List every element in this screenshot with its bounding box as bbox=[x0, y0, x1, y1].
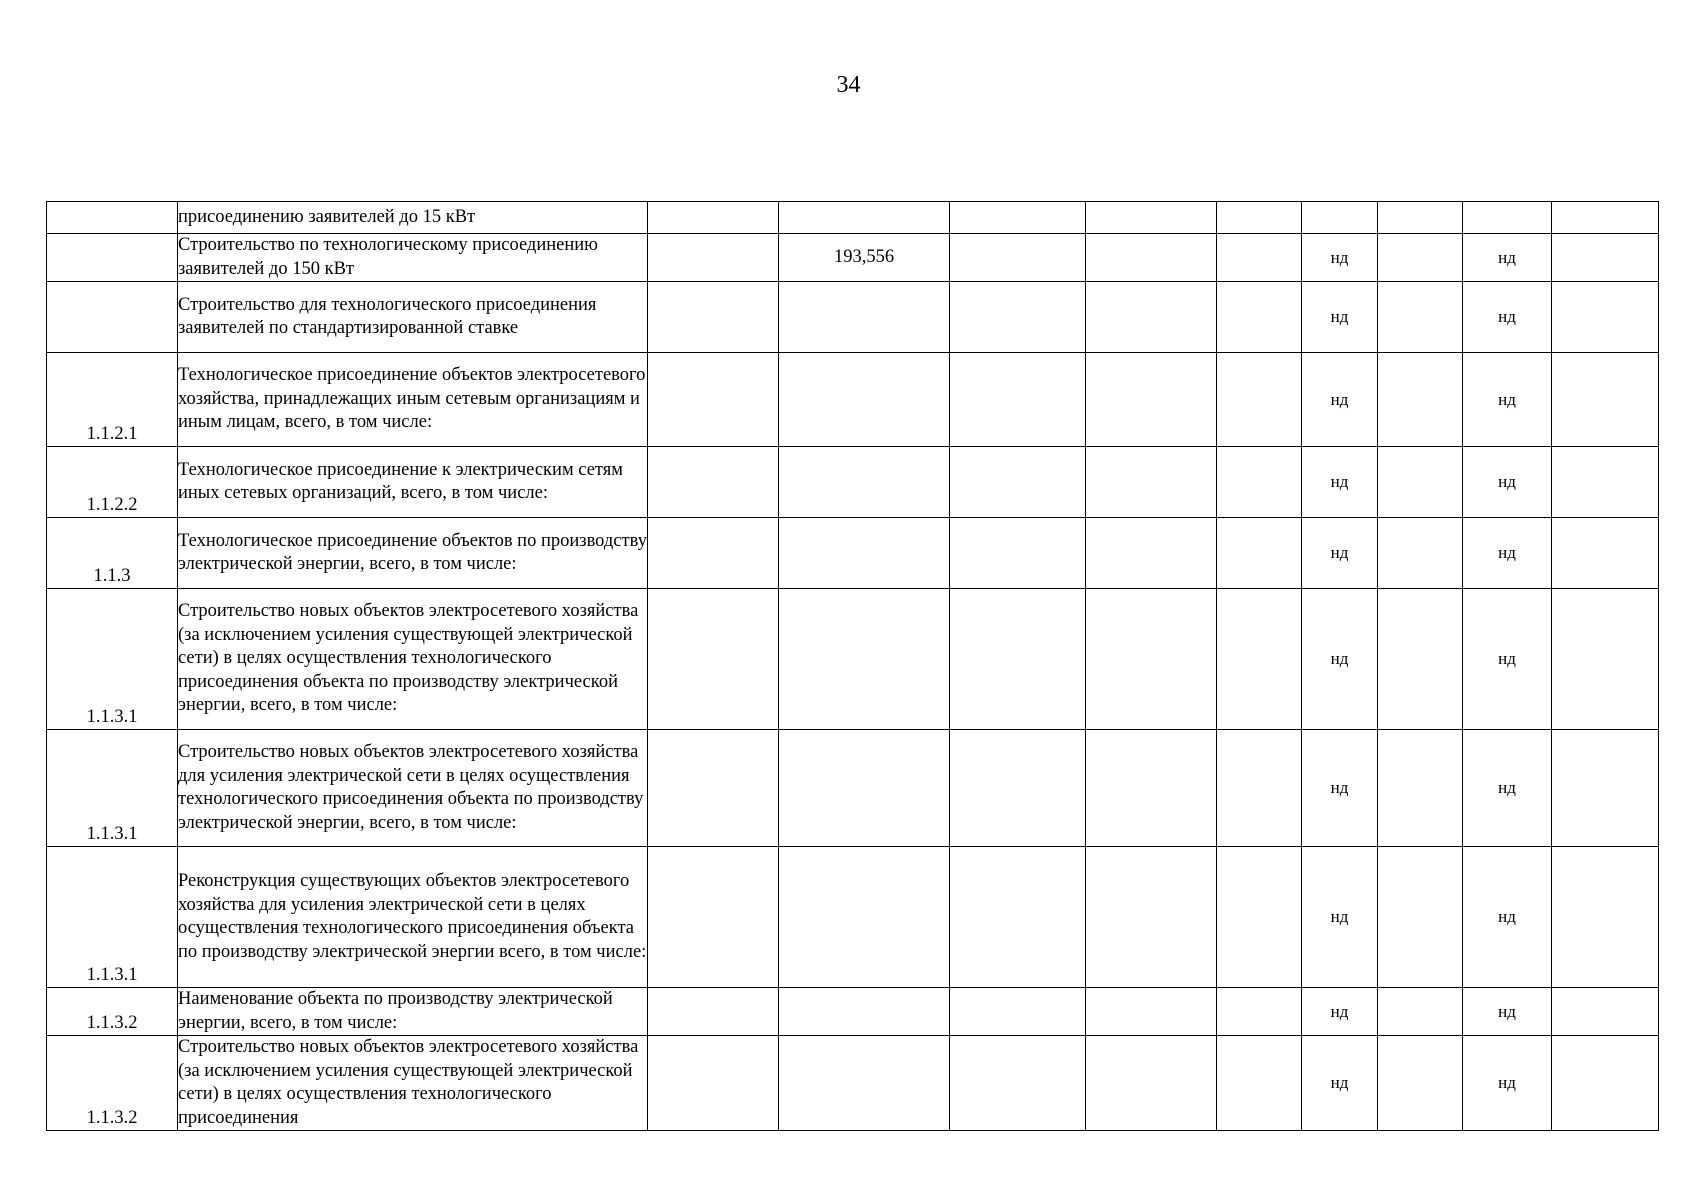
row-nd-2: нд bbox=[1463, 589, 1552, 730]
row-nd-1: нд bbox=[1302, 447, 1378, 518]
investment-table bbox=[46, 201, 1659, 1131]
empty-cell bbox=[950, 589, 1086, 730]
row-nd-1 bbox=[1302, 202, 1378, 234]
empty-cell bbox=[1552, 730, 1659, 847]
row-value bbox=[779, 353, 950, 447]
empty-cell bbox=[1217, 234, 1302, 282]
row-code: 1.1.3.1 bbox=[47, 847, 178, 988]
row-value bbox=[779, 1036, 950, 1131]
row-name: Строительство по технологическому присоединению заявителей до 150 кВт bbox=[178, 234, 648, 282]
row-code: 1.1.3.2 bbox=[47, 988, 178, 1036]
empty-cell bbox=[1378, 353, 1463, 447]
row-code bbox=[47, 282, 178, 353]
row-code: 1.1.2.2 bbox=[47, 447, 178, 518]
row-nd-1: нд bbox=[1302, 988, 1378, 1036]
row-nd-2: нд bbox=[1463, 847, 1552, 988]
empty-cell bbox=[1217, 518, 1302, 589]
empty-cell bbox=[1552, 353, 1659, 447]
empty-cell bbox=[950, 447, 1086, 518]
row-code: 1.1.3.1 bbox=[47, 730, 178, 847]
empty-cell bbox=[648, 1036, 779, 1131]
empty-cell bbox=[1552, 847, 1659, 988]
row-value: 193,556 bbox=[779, 234, 950, 282]
row-name: Наименование объекта по производству электрической энергии, всего, в том числе: bbox=[178, 988, 648, 1036]
empty-cell bbox=[950, 988, 1086, 1036]
row-code bbox=[47, 234, 178, 282]
empty-cell bbox=[950, 234, 1086, 282]
row-nd-2: нд bbox=[1463, 353, 1552, 447]
row-name: Технологическое присоединение объектов электросетевого хозяйства, принадлежащих иным сетевым организациям и иным лицам, всего, в том числе: bbox=[178, 353, 648, 447]
row-value bbox=[779, 589, 950, 730]
row-value bbox=[779, 518, 950, 589]
page-number: 34 bbox=[836, 72, 861, 98]
row-value bbox=[779, 202, 950, 234]
row-name: Технологическое присоединение к электрическим сетям иных сетевых организаций, всего, в том числе: bbox=[178, 447, 648, 518]
empty-cell bbox=[1217, 447, 1302, 518]
empty-cell bbox=[950, 1036, 1086, 1131]
row-name: Строительство новых объектов электросетевого хозяйства для усиления электрической сети в целях осуществления технологического присоединения объекта по производству электрической энергии, всего, в том числе: bbox=[178, 730, 648, 847]
empty-cell bbox=[950, 847, 1086, 988]
empty-cell bbox=[648, 988, 779, 1036]
table-body bbox=[47, 202, 1659, 1131]
row-value bbox=[779, 988, 950, 1036]
row-code: 1.1.2.1 bbox=[47, 353, 178, 447]
row-code: 1.1.3.2 bbox=[47, 1036, 178, 1131]
row-code: 1.1.3.1 bbox=[47, 589, 178, 730]
row-value bbox=[779, 282, 950, 353]
row-nd-1: нд bbox=[1302, 589, 1378, 730]
empty-cell bbox=[1217, 353, 1302, 447]
row-value bbox=[779, 447, 950, 518]
table-row bbox=[47, 282, 1659, 353]
empty-cell bbox=[648, 447, 779, 518]
table-row bbox=[47, 730, 1659, 847]
empty-cell bbox=[950, 202, 1086, 234]
empty-cell bbox=[1086, 1036, 1217, 1131]
row-code: 1.1.3 bbox=[47, 518, 178, 589]
table-row bbox=[47, 988, 1659, 1036]
empty-cell bbox=[1217, 847, 1302, 988]
empty-cell bbox=[1217, 1036, 1302, 1131]
empty-cell bbox=[1378, 447, 1463, 518]
empty-cell bbox=[1086, 847, 1217, 988]
empty-cell bbox=[1378, 730, 1463, 847]
table-row bbox=[47, 1036, 1659, 1131]
empty-cell bbox=[950, 730, 1086, 847]
empty-cell bbox=[1217, 988, 1302, 1036]
row-name: Строительство для технологического присоединения заявителей по стандартизированной ставке bbox=[178, 282, 648, 353]
row-nd-1: нд bbox=[1302, 353, 1378, 447]
table-row bbox=[47, 447, 1659, 518]
empty-cell bbox=[1378, 234, 1463, 282]
row-nd-2: нд bbox=[1463, 282, 1552, 353]
row-nd-2: нд bbox=[1463, 988, 1552, 1036]
empty-cell bbox=[1086, 353, 1217, 447]
empty-cell bbox=[648, 282, 779, 353]
empty-cell bbox=[1552, 447, 1659, 518]
empty-cell bbox=[1378, 202, 1463, 234]
empty-cell bbox=[1552, 234, 1659, 282]
row-nd-2: нд bbox=[1463, 1036, 1552, 1131]
empty-cell bbox=[1086, 447, 1217, 518]
empty-cell bbox=[1378, 1036, 1463, 1131]
empty-cell bbox=[1086, 234, 1217, 282]
row-name: Технологическое присоединение объектов по производству электрической энергии, всего, в том числе: bbox=[178, 518, 648, 589]
empty-cell bbox=[1378, 589, 1463, 730]
empty-cell bbox=[1552, 202, 1659, 234]
row-nd-2: нд bbox=[1463, 234, 1552, 282]
table-row bbox=[47, 847, 1659, 988]
empty-cell bbox=[1086, 589, 1217, 730]
empty-cell bbox=[1378, 988, 1463, 1036]
empty-cell bbox=[648, 234, 779, 282]
empty-cell bbox=[1217, 202, 1302, 234]
empty-cell bbox=[648, 518, 779, 589]
row-name: Строительство новых объектов электросетевого хозяйства (за исключением усиления существующей электрической сети) в целях осуществления технологического присоединения объекта по производству электрической энергии, всего, в том числе: bbox=[178, 589, 648, 730]
empty-cell bbox=[648, 202, 779, 234]
table-row bbox=[47, 202, 1659, 234]
empty-cell bbox=[950, 518, 1086, 589]
row-name: Строительство новых объектов электросетевого хозяйства (за исключением усиления существующей электрической сети) в целях осуществления технологического присоединения bbox=[178, 1036, 648, 1131]
empty-cell bbox=[1378, 518, 1463, 589]
empty-cell bbox=[1552, 518, 1659, 589]
row-nd-1: нд bbox=[1302, 1036, 1378, 1131]
empty-cell bbox=[1378, 847, 1463, 988]
row-nd-1: нд bbox=[1302, 730, 1378, 847]
empty-cell bbox=[950, 282, 1086, 353]
empty-cell bbox=[1086, 730, 1217, 847]
empty-cell bbox=[1378, 282, 1463, 353]
row-nd-2 bbox=[1463, 202, 1552, 234]
empty-cell bbox=[1086, 282, 1217, 353]
empty-cell bbox=[950, 353, 1086, 447]
row-code bbox=[47, 202, 178, 234]
table-row bbox=[47, 234, 1659, 282]
empty-cell bbox=[1086, 518, 1217, 589]
empty-cell bbox=[648, 847, 779, 988]
row-nd-1: нд bbox=[1302, 847, 1378, 988]
table-row bbox=[47, 353, 1659, 447]
empty-cell bbox=[648, 730, 779, 847]
table-row bbox=[47, 518, 1659, 589]
row-nd-2: нд bbox=[1463, 518, 1552, 589]
row-name: присоединению заявителей до 15 кВт bbox=[178, 202, 648, 234]
empty-cell bbox=[648, 353, 779, 447]
empty-cell bbox=[1217, 282, 1302, 353]
row-nd-1: нд bbox=[1302, 518, 1378, 589]
empty-cell bbox=[1217, 730, 1302, 847]
empty-cell bbox=[1552, 1036, 1659, 1131]
empty-cell bbox=[1086, 202, 1217, 234]
row-value bbox=[779, 730, 950, 847]
row-name: Реконструкция существующих объектов электросетевого хозяйства для усиления электрической сети в целях осуществления технологического присоединения объекта по производству электрической энергии всего, в том числе: bbox=[178, 847, 648, 988]
empty-cell bbox=[1217, 589, 1302, 730]
row-nd-1: нд bbox=[1302, 282, 1378, 353]
empty-cell bbox=[1552, 282, 1659, 353]
empty-cell bbox=[1552, 589, 1659, 730]
empty-cell bbox=[1552, 988, 1659, 1036]
row-value bbox=[779, 847, 950, 988]
row-nd-2: нд bbox=[1463, 730, 1552, 847]
empty-cell bbox=[648, 589, 779, 730]
row-nd-2: нд bbox=[1463, 447, 1552, 518]
row-nd-1: нд bbox=[1302, 234, 1378, 282]
table-row bbox=[47, 589, 1659, 730]
empty-cell bbox=[1086, 988, 1217, 1036]
